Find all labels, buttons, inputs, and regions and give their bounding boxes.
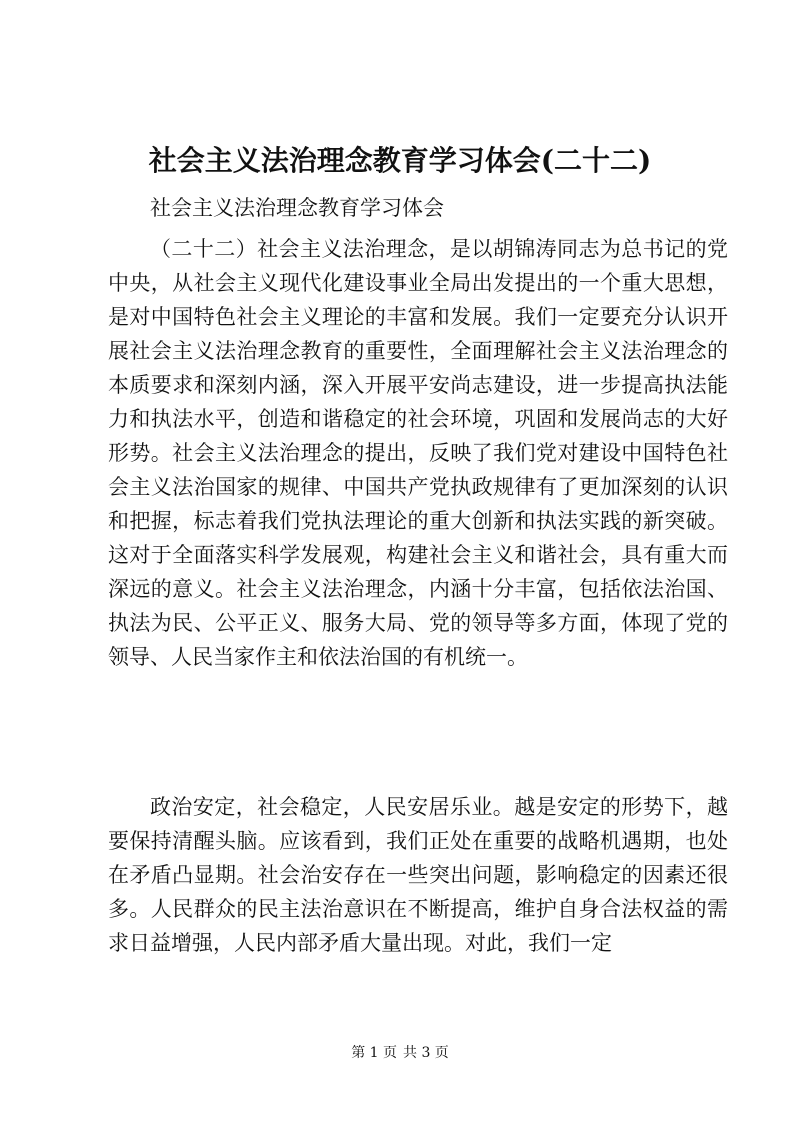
document-subtitle: 社会主义法治理念教育学习体会 — [150, 196, 444, 220]
page-number: 第 1 页 — [351, 1045, 397, 1061]
page-footer — [0, 1043, 800, 1063]
paragraph-2: 政治安定，社会稳定，人民安居乐业。越是安定的形势下，越要保持清醒头脑。应该看到，我们正处在重要的战略机遇期，也处在矛盾凸显期。社会治安存在一些突出问题，影响稳定的因素还很多。人民群众的民主法治意识在不断提高，维护自身合法权益的需求日益增强，人民内部矛盾大量出现。对此，我们一定 — [108, 795, 728, 955]
page-total: 共 3 页 — [403, 1045, 449, 1061]
paragraph-1: （二十二）社会主义法治理念，是以胡锦涛同志为总书记的党中央，从社会主义现代化建设事业全局出发提出的一个重大思想，是对中国特色社会主义理论的丰富和发展。我们一定要充分认识开展社会主义法治理念教育的重要性，全面理解社会主义法治理念的本质要求和深刻内涵，深入开展平安尚志建设，进一步提高执法能力和执法水平，创造和谐稳定的社会环境，巩固和发展尚志的大好形势。社会主义法治理念的提出，反映了我们党对建设中国特色社会主义法治国家的规律、中国共产党执政规律有了更加深刻的认识和把握，标志着我们党执法理论的重大创新和执法实践的新突破。这对于全面落实科学发展观，构建社会主义和谐社会，具有重大而深远的意义。社会主义法治理念，内涵十分丰富，包括依法治国、执法为民、公平正义、服务大局、党的领导等多方面，体现了党的领导、人民当家作主和依法治国的有机统一。 — [108, 237, 728, 669]
document-title: 社会主义法治理念教育学习体会(二十二) — [148, 144, 652, 177]
